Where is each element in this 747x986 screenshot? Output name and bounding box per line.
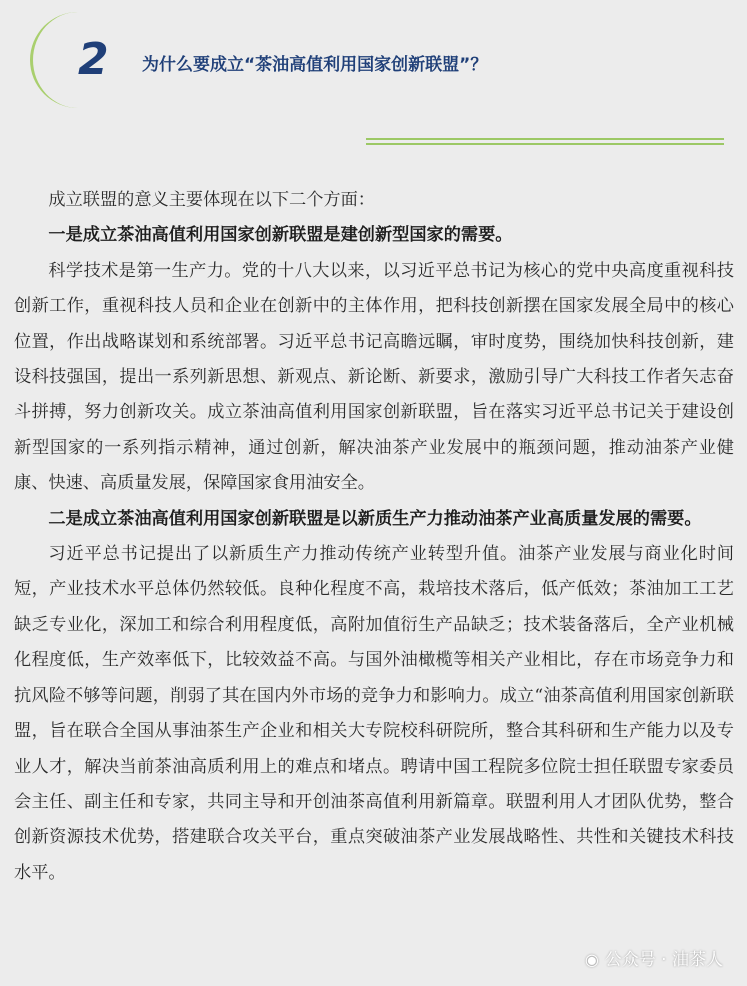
divider-line — [366, 143, 724, 145]
intro-paragraph: 成立联盟的意义主要体现在以下二个方面： — [48, 190, 375, 210]
watermark — [585, 945, 723, 970]
decorative-arc — [30, 12, 123, 108]
article-body — [14, 183, 734, 891]
question-number: 2 — [78, 34, 109, 85]
watermark-text: 公众号 · 油茶人 — [604, 950, 723, 970]
section-heading-1: 一是成立茶油高值利用国家创新联盟是建创新型国家的需要。 — [48, 225, 513, 246]
section-paragraph-2: 习近平总书记提出了以新质生产力推动传统产业转型升值。油茶产业发展与商业化时间短，产业技术水平总体仍然较低。良种化程度不高，栽培技术落后，低产低效；茶油加工工艺缺乏专业化，深加工和综合利用程度低，高附加值衍生产品缺乏；技术装备落后，全产业机械化程度低，生产效率低下，比较效益不高。与国外油橄榄等相关产业相比，存在市场竞争力和抗风险不够等问题，削弱了其在国内外市场的竞争力和影响力。成立“油茶高值利用国家创新联盟，旨在联合全国从事油茶生产企业和相关大专院校科研院所，整合其科研和生产能力以及专业人才，解决当前茶油高质利用上的难点和堵点。聘请中国工程院多位院士担任联盟专家委员会主任、副主任和专家，共同主导和开创油茶高值利用新篇章。联盟利用人才团队优势，整合创新资源技术优势，搭建联合攻关平台，重点突破油茶产业发展战略性、共性和关键技术科技水平。 — [14, 544, 734, 883]
wechat-icon: ◉ — [584, 950, 599, 969]
divider-line — [366, 138, 724, 140]
section-paragraph-1: 科学技术是第一生产力。党的十八大以来，以习近平总书记为核心的党中央高度重视科技创新工作，重视科技人员和企业在创新中的主体作用，把科技创新摆在国家发展全局中的核心位置，作出战略谋划和系统部署。习近平总书记高瞻远瞩，审时度势，围绕加快科技创新，建设科技强国，提出一系列新思想、新观点、新论断、新要求，激励引导广大科技工作者矢志奋斗拼搏，努力创新攻关。成立茶油高值利用国家创新联盟，旨在落实习近平总书记关于建设创新型国家的一系列指示精神，通过创新，解决油茶产业发展中的瓶颈问题，推动油茶产业健康、快速、高质量发展，保障国家食用油安全。 — [14, 260, 734, 494]
question-title: 为什么要成立“茶油高值利用国家创新联盟”？ — [142, 55, 488, 75]
section-heading-2: 二是成立茶油高值利用国家创新联盟是以新质生产力推动油茶产业高质量发展的需要。 — [48, 508, 702, 529]
